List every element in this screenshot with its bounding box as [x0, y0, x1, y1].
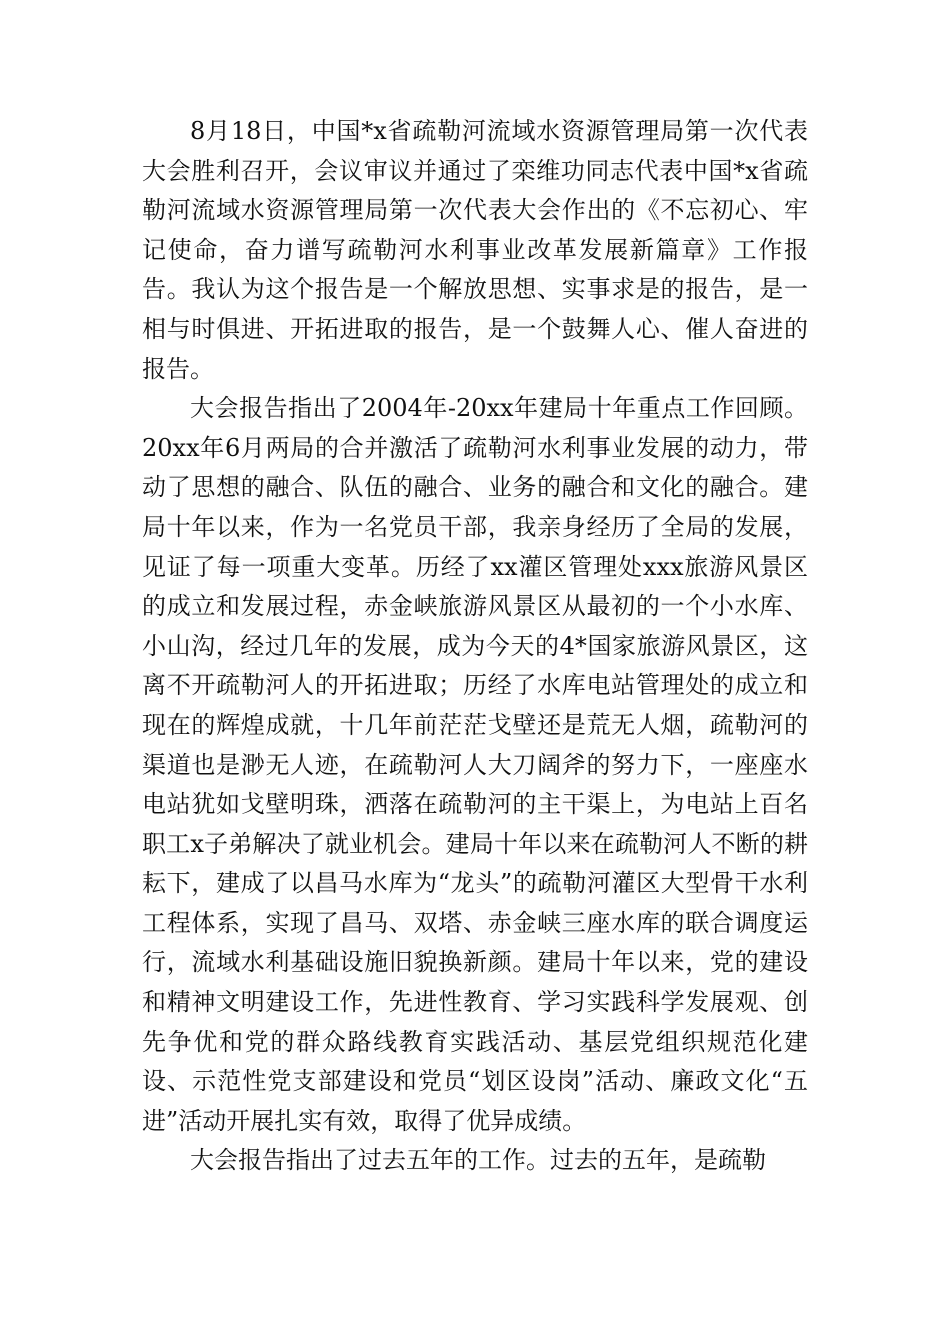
paragraph-2: 大会报告指出了2004年-20xx年建局十年重点工作回顾。20xx年6月两局的合并激活了疏勒河水利事业发展的动力，带动了思想的融合、队伍的融合、业务的融合和文化的融合。建局十年以来，作为一名党员干部，我亲身经历了全局的发展，见证了每一项重大变革。历经了xx灌区管理处xxx旅游风景区的成立和发展过程，赤金峡旅游风景区从最初的一个小水库、小山沟，经过几年的发展，成为今天的4*国家旅游风景区，这离不开疏勒河人的开拓进取；历经了水库电站管理处的成立和现在的辉煌成就，十几年前茫茫戈壁还是荒无人烟，疏勒河的渠道也是渺无人迹，在疏勒河人大刀阔斧的努力下，一座座水电站犹如戈壁明珠，洒落在疏勒河的主干渠上，为电站上百名职工x子弟解决了就业机会。建局十年以来在疏勒河人不断的耕耘下，建成了以昌马水库为“龙头”的疏勒河灌区大型骨干水利工程体系，实现了昌马、双塔、赤金峡三座水库的联合调度运行，流域水利基础设施旧貌换新颜。建局十年以来，党的建设和精神文明建设工作，先进性教育、学习实践科学发展观、创先争优和党的群众路线教育实践活动、基层党组织规范化建设、示范性党支部建设和党员“划区设岗”活动、廉政文化“五进”活动开展扎实有效，取得了优异成绩。: [142, 394, 808, 1135]
paragraph-3: 大会报告指出了过去五年的工作。过去的五年，是疏勒: [190, 1146, 766, 1175]
document-body: [142, 112, 808, 1181]
paragraph-1: 8月18日，中国*x省疏勒河流域水资源管理局第一次代表大会胜利召开，会议审议并通过了栾维功同志代表中国*x省疏勒河流域水资源管理局第一次代表大会作出的《不忘初心、牢记使命，奋力谱写疏勒河水利事业改革发展新篇章》工作报告。我认为这个报告是一个解放思想、实事求是的报告，是一相与时俱进、开拓进取的报告，是一个鼓舞人心、催人奋进的报告。: [142, 117, 808, 383]
